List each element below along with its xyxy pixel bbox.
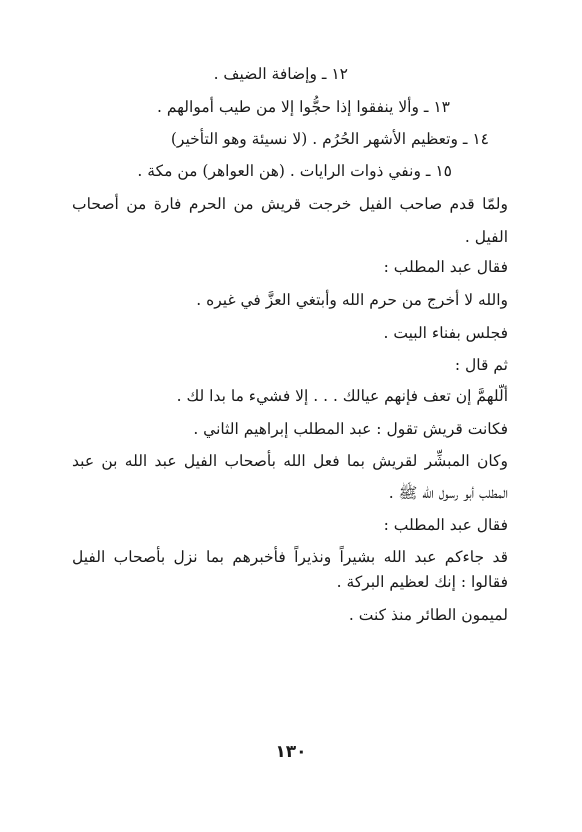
text-line: ألّلهمَّ إن تعف فإنهم عيالك . . . إلا فشيء ما بدا لك .	[176, 387, 508, 405]
text-line: لميمون الطائر منذ كنت .	[348, 606, 508, 624]
page-number: ١٣٠	[275, 742, 307, 762]
text-line: ولمّا قدم صاحب الفيل خرجت قريش من الحرم فارة من أصحاب	[72, 195, 508, 213]
text-line: وكان المبشِّر لقريش بما فعل الله بأصحاب الفيل عبد الله بن عبد	[72, 452, 508, 470]
text-line: فقالوا : إنك لعظيم البركة .	[336, 573, 508, 591]
text-line: قد جاءكم عبد الله بشيراً ونذيراً فأخبرهم بما نزل بأصحاب الفيل	[72, 548, 508, 566]
text-line: فكانت قريش تقول : عبد المطلب إبراهيم الثاني .	[193, 420, 508, 438]
text-line: ثم قال :	[454, 356, 508, 374]
text-line: فقال عبد المطلب :	[383, 516, 508, 534]
text-line: المطلب أبو رسول الله ﷺ .	[388, 484, 508, 502]
text-line: ١٤ ـ وتعظيم الأشهر الحُرُم . (لا نسيئة وهو التأخير)	[170, 130, 489, 148]
text-line: فقال عبد المطلب :	[383, 258, 508, 276]
text-line: فجلس بفناء البيت .	[383, 324, 508, 342]
text-line: الفيل .	[464, 228, 508, 246]
text-line: ١٣ ـ وألا ينفقوا إذا حجُّوا إلا من طيب أموالهم .	[156, 98, 450, 116]
text-line: ١٢ ـ وإضافة الضيف .	[213, 65, 348, 83]
text-line: ١٥ ـ ونفي ذوات الرايات . (هن العواهر) من مكة .	[137, 162, 452, 180]
text-line: والله لا أخرج من حرم الله وأبتغي العزَّ في غيره .	[196, 291, 508, 309]
